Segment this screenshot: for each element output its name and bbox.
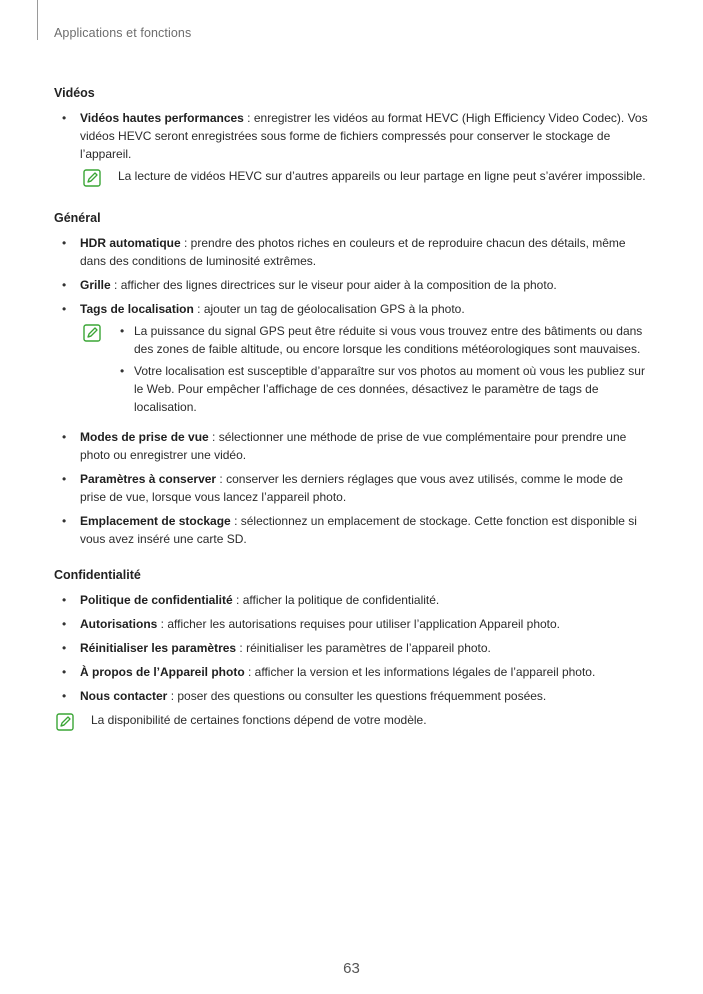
note-list [118, 322, 650, 416]
list-item [54, 615, 650, 633]
item-term: Vidéos hautes performances [80, 111, 244, 125]
item-term: Grille [80, 278, 111, 292]
section-title-general: Général [54, 211, 101, 225]
item-text: : sélectionner une méthode de prise de vue complémentaire pour prendre une photo ou enregistrer une vidéo. [80, 430, 627, 462]
note-text: La lecture de vidéos HEVC sur d’autres appareils ou leur partage en ligne peut s’avérer impossible. [118, 169, 646, 183]
note-pencil-icon [83, 324, 101, 342]
list-item [54, 428, 650, 464]
item-term: Modes de prise de vue [80, 430, 209, 444]
item-term: Politique de confidentialité [80, 593, 233, 607]
privacy-list [54, 591, 650, 705]
note-block [54, 322, 650, 416]
list-item [54, 470, 650, 506]
item-text: : conserver les derniers réglages que vous avez utilisés, comme le mode de prise de vue, lorsque vous lancez l’appareil photo. [80, 472, 623, 504]
item-term: Paramètres à conserver [80, 472, 217, 486]
item-text: : afficher les autorisations requises pour utiliser l’application Appareil photo. [157, 617, 561, 631]
note-pencil-icon [83, 169, 101, 187]
note-pencil-icon [56, 713, 74, 731]
list-item [54, 234, 650, 270]
list-item [54, 687, 650, 705]
general-list-continued [54, 428, 650, 548]
header-section-title: Applications et fonctions [54, 26, 192, 40]
list-item [54, 109, 650, 163]
page-number: 63 [343, 960, 360, 977]
item-term: Emplacement de stockage [80, 514, 231, 528]
item-text: : poser des questions ou consulter les questions fréquemment posées. [167, 689, 547, 703]
item-text: : afficher la version et les informations légales de l’appareil photo. [244, 665, 596, 679]
note-block [54, 711, 650, 729]
item-term: Nous contacter [80, 689, 168, 703]
note-block [54, 167, 650, 185]
item-text: : ajouter un tag de géolocalisation GPS à la photo. [193, 302, 465, 316]
note-text: La disponibilité de certaines fonctions dépend de votre modèle. [91, 713, 427, 727]
item-term: Autorisations [80, 617, 158, 631]
item-term: À propos de l’Appareil photo [80, 665, 245, 679]
general-list [54, 234, 650, 318]
list-item [54, 300, 650, 318]
list-item [54, 512, 650, 548]
section-title-privacy: Confidentialité [54, 568, 141, 582]
item-text: : réinitialiser les paramètres de l’appareil photo. [236, 641, 491, 655]
list-item [54, 276, 650, 294]
item-term: HDR automatique [80, 236, 181, 250]
item-term: Réinitialiser les paramètres [80, 641, 237, 655]
list-item [54, 639, 650, 657]
page-content [54, 84, 650, 741]
header-rule [37, 0, 38, 40]
note-list-item: • La puissance du signal GPS peut être réduite si vous vous trouvez entre des bâtiments ou dans des zones de faible altitude, ou encore lorsque les conditions météorologiques sont mauvaises. [118, 322, 650, 358]
list-item [54, 591, 650, 609]
note-list-item: • Votre localisation est susceptible d’apparaître sur vos photos au moment où vous les publiez sur le Web. Pour empêcher l’affichage de ces données, désactivez le paramètre de tags de localisation. [118, 362, 650, 416]
item-text: : afficher la politique de confidentialité. [232, 593, 440, 607]
item-text: : sélectionnez un emplacement de stockage. Cette fonction est disponible si vous avez inséré une carte SD. [80, 514, 637, 546]
section-title-videos: Vidéos [54, 86, 95, 100]
item-text: : enregistrer les vidéos au format HEVC (High Efficiency Video Codec). Vos vidéos HEVC seront enregistrées sous forme de fichiers compressés pour conserver le stockage de l’appareil. [80, 111, 648, 161]
videos-list [54, 109, 650, 163]
item-text: : afficher des lignes directrices sur le viseur pour aider à la composition de la photo. [110, 278, 557, 292]
item-term: Tags de localisation [80, 302, 194, 316]
item-text: : prendre des photos riches en couleurs et de reproduire chacun des détails, même dans des conditions de luminosité extrêmes. [80, 236, 626, 268]
list-item [54, 663, 650, 681]
